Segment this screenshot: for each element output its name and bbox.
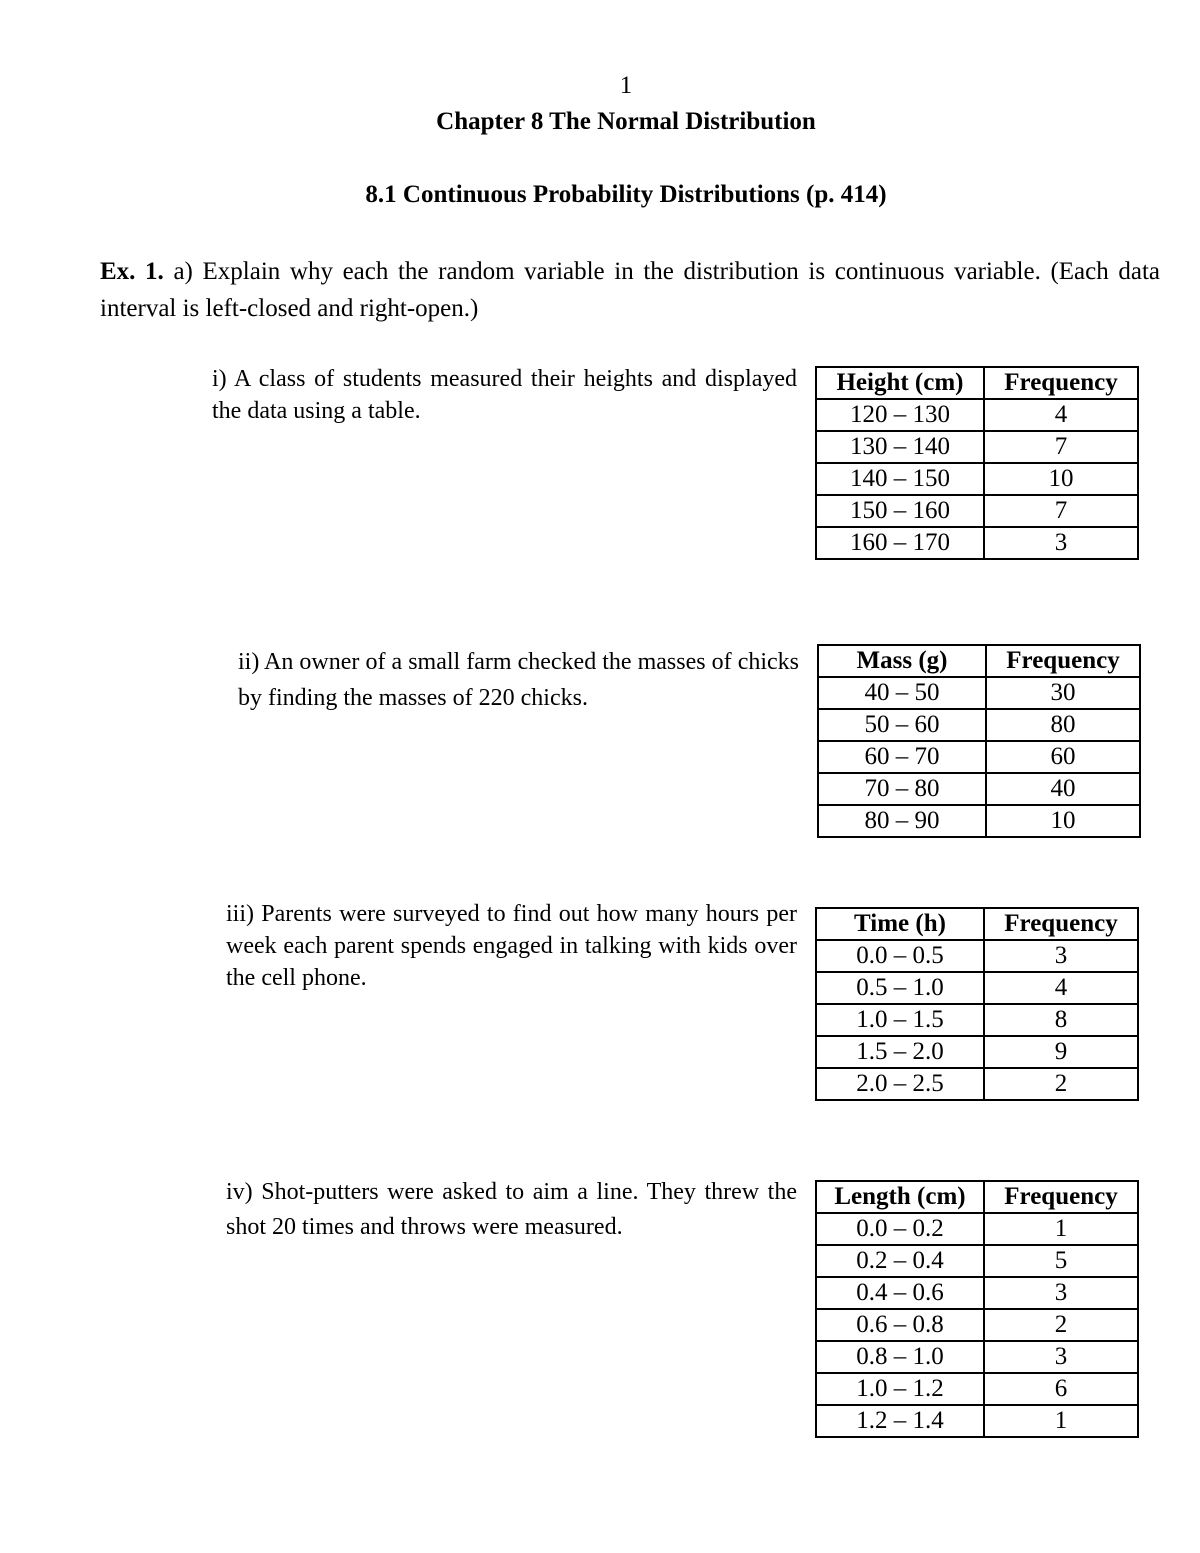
table-row [818, 741, 1140, 773]
table-row [816, 527, 1138, 559]
table-cell: 130 – 140 [816, 431, 984, 463]
table-cell: 8 [984, 1004, 1138, 1036]
column-header: Frequency [984, 367, 1138, 399]
item-description: iii) Parents were surveyed to find out how many hours per week each parent spends engaged in talking with kids over the cell phone. [226, 901, 797, 991]
table-row [816, 495, 1138, 527]
exercise-instruction: a) Explain why each the random variable in the distribution is continuous variable. (Each data interval is left-closed and right-open.) [100, 258, 1160, 322]
table-cell: 1.2 – 1.4 [816, 1405, 984, 1437]
item-description: iv) Shot-putters were asked to aim a line. They threw the shot 20 times and throws were measured. [226, 1179, 797, 1240]
table-cell: 150 – 160 [816, 495, 984, 527]
table-cell: 4 [984, 399, 1138, 431]
table-row [816, 1309, 1138, 1341]
section-title: 8.1 Continuous Probability Distributions (p. 414) [365, 181, 887, 208]
table-row [816, 431, 1138, 463]
table-cell: 1 [984, 1405, 1138, 1437]
table-cell: 2.0 – 2.5 [816, 1068, 984, 1100]
table-cell: 80 [986, 709, 1140, 741]
table-cell: 5 [984, 1245, 1138, 1277]
item-description: ii) An owner of a small farm checked the masses of chicks by finding the masses of 220 chicks. [238, 649, 799, 711]
table-row [816, 1004, 1138, 1036]
frequency-table [817, 644, 1141, 838]
table-row [818, 805, 1140, 837]
table-row [818, 709, 1140, 741]
frequency-table [815, 366, 1139, 560]
table-row [818, 773, 1140, 805]
table-cell: 2 [984, 1309, 1138, 1341]
table-cell: 0.0 – 0.5 [816, 940, 984, 972]
table-cell: 0.4 – 0.6 [816, 1277, 984, 1309]
table-row [816, 1245, 1138, 1277]
column-header: Mass (g) [818, 645, 986, 677]
table-cell: 80 – 90 [818, 805, 986, 837]
table-header-row [818, 645, 1140, 677]
table-cell: 30 [986, 677, 1140, 709]
table-row [816, 1373, 1138, 1405]
table-row [816, 1405, 1138, 1437]
table-cell: 3 [984, 1341, 1138, 1373]
chapter-title: Chapter 8 The Normal Distribution [436, 108, 816, 135]
table-row [816, 972, 1138, 1004]
table-row [818, 677, 1140, 709]
table-cell: 70 – 80 [818, 773, 986, 805]
table-cell: 7 [984, 431, 1138, 463]
table-cell: 50 – 60 [818, 709, 986, 741]
page-number: 1 [619, 72, 633, 99]
item-description: i) A class of students measured their heights and displayed the data using a table. [212, 366, 797, 424]
table-cell: 1.0 – 1.2 [816, 1373, 984, 1405]
column-header: Frequency [984, 908, 1138, 940]
table-row [816, 1068, 1138, 1100]
column-header: Frequency [986, 645, 1140, 677]
table-row [816, 1277, 1138, 1309]
table-cell: 1.0 – 1.5 [816, 1004, 984, 1036]
table-row [816, 399, 1138, 431]
table-cell: 40 [986, 773, 1140, 805]
table-cell: 160 – 170 [816, 527, 984, 559]
table-cell: 9 [984, 1036, 1138, 1068]
exercise-intro [100, 253, 1160, 327]
table-cell: 6 [984, 1373, 1138, 1405]
table-row [816, 940, 1138, 972]
column-header: Length (cm) [816, 1181, 984, 1213]
table-cell: 140 – 150 [816, 463, 984, 495]
table-cell: 0.5 – 1.0 [816, 972, 984, 1004]
table-header-row [816, 908, 1138, 940]
table-cell: 120 – 130 [816, 399, 984, 431]
exercise-label: Ex. 1. [100, 258, 164, 285]
table-header-row [816, 1181, 1138, 1213]
table-header-row [816, 367, 1138, 399]
table-cell: 60 [986, 741, 1140, 773]
table-cell: 0.6 – 0.8 [816, 1309, 984, 1341]
table-row [816, 1036, 1138, 1068]
table-cell: 10 [984, 463, 1138, 495]
table-cell: 3 [984, 940, 1138, 972]
table-row [816, 1341, 1138, 1373]
table-cell: 3 [984, 1277, 1138, 1309]
table-row [816, 463, 1138, 495]
table-cell: 1 [984, 1213, 1138, 1245]
frequency-table [815, 1180, 1139, 1438]
column-header: Frequency [984, 1181, 1138, 1213]
column-header: Height (cm) [816, 367, 984, 399]
table-cell: 7 [984, 495, 1138, 527]
table-cell: 0.8 – 1.0 [816, 1341, 984, 1373]
table-cell: 4 [984, 972, 1138, 1004]
table-row [816, 1213, 1138, 1245]
column-header: Time (h) [816, 908, 984, 940]
table-cell: 60 – 70 [818, 741, 986, 773]
table-cell: 3 [984, 527, 1138, 559]
table-cell: 0.2 – 0.4 [816, 1245, 984, 1277]
table-cell: 0.0 – 0.2 [816, 1213, 984, 1245]
table-cell: 1.5 – 2.0 [816, 1036, 984, 1068]
table-cell: 2 [984, 1068, 1138, 1100]
table-cell: 40 – 50 [818, 677, 986, 709]
table-cell: 10 [986, 805, 1140, 837]
frequency-table [815, 907, 1139, 1101]
